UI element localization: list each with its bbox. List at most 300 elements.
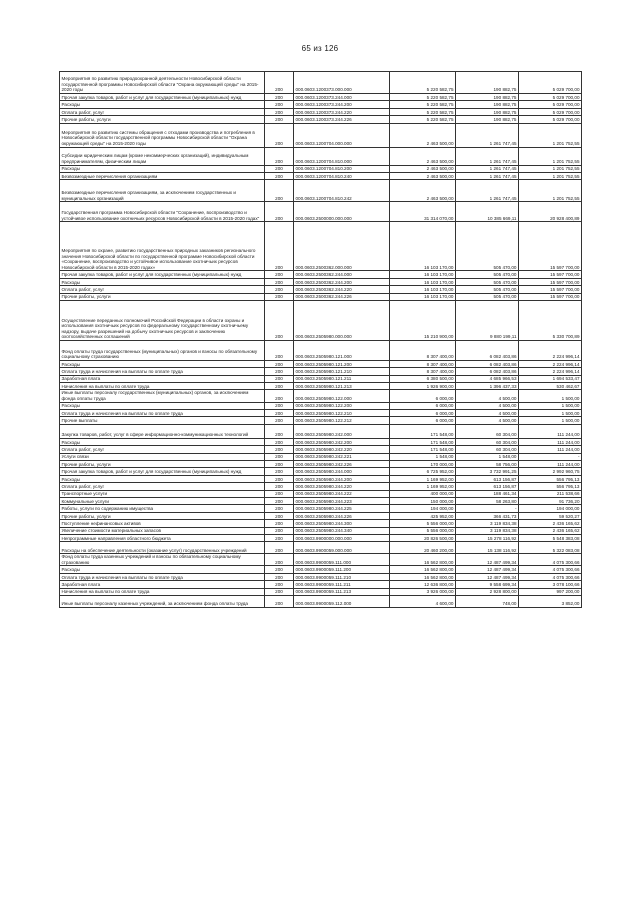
row-classification-code: 000.0603.2505980.242.200 xyxy=(294,438,390,445)
table-row xyxy=(60,596,582,608)
row-code-a: 200 xyxy=(265,278,294,285)
row-code-a: 200 xyxy=(265,383,294,390)
row-code-a: 200 xyxy=(265,483,294,490)
row-code-a: 200 xyxy=(265,417,294,424)
row-name: Прочие работы, услуги xyxy=(60,461,265,468)
row-executed-amount: 60 304,00 xyxy=(456,424,519,438)
table-row xyxy=(60,360,582,367)
row-code-a: 200 xyxy=(265,410,294,417)
row-classification-code: 000.0603.1200373.244.200 xyxy=(294,101,390,108)
row-name: Субсидии юридическим лицам (кроме некоммерческих организаций), индивидуальным предпринимателям, физическим лицам xyxy=(60,147,265,165)
row-plan-amount: 16 103 170,00 xyxy=(390,286,456,293)
row-executed-amount: 748,00 xyxy=(456,596,519,608)
row-plan-amount: 20 826 500,00 xyxy=(390,534,456,541)
row-plan-amount: 171 548,00 xyxy=(390,424,456,438)
table-row xyxy=(60,490,582,497)
row-plan-amount: 12 636 800,00 xyxy=(390,581,456,588)
row-plan-amount: 5 220 582,75 xyxy=(390,94,456,101)
table-row xyxy=(60,475,582,482)
row-code-a: 200 xyxy=(265,165,294,172)
table-row xyxy=(60,147,582,165)
row-name: Мероприятия по развитию природоохранной деятельности Новосибирской области государственной программы Новосибирской области "Охрана окружающей среды" на 2015-2020 годы xyxy=(60,72,265,94)
row-remaining-amount: 5 029 700,00 xyxy=(519,94,582,101)
row-classification-code: 000.0603.9900059.112.000 xyxy=(294,596,390,608)
row-remaining-amount: 111 244,00 xyxy=(519,438,582,445)
row-plan-amount: 2 463 500,00 xyxy=(390,165,456,172)
row-remaining-amount: 5 330 700,89 xyxy=(519,300,582,340)
table-row xyxy=(60,520,582,527)
table-row xyxy=(60,293,582,300)
row-executed-amount: 2 928 800,00 xyxy=(456,588,519,595)
table-row xyxy=(60,340,582,360)
row-classification-code: 000.0603.1200704.810.242 xyxy=(294,180,390,202)
row-name: Оплата труда и начисления на выплаты по оплате труда xyxy=(60,368,265,375)
row-classification-code: 000.0603.9900059.000.000 xyxy=(294,542,390,554)
row-classification-code: 000.0603.2505980.000.000 xyxy=(294,300,390,340)
row-code-a: 200 xyxy=(265,534,294,541)
row-classification-code: 000.0603.1200373.244.220 xyxy=(294,108,390,115)
row-classification-code: 000.0603.2505980.244.225 xyxy=(294,505,390,512)
table-row xyxy=(60,271,582,278)
row-plan-amount: 16 562 800,00 xyxy=(390,554,456,566)
row-classification-code: 000.0603.2505980.244.222 xyxy=(294,490,390,497)
row-code-a: 200 xyxy=(265,72,294,94)
row-code-a: 200 xyxy=(265,390,294,402)
row-executed-amount: 190 882,75 xyxy=(456,101,519,108)
row-code-a: 200 xyxy=(265,446,294,453)
row-classification-code: 000.0603.2505980.121.200 xyxy=(294,360,390,367)
table-row xyxy=(60,542,582,554)
row-plan-amount: 400 000,00 xyxy=(390,490,456,497)
row-classification-code: 000.0603.2500362.244.200 xyxy=(294,278,390,285)
row-classification-code: 000.0603.2505980.244.300 xyxy=(294,520,390,527)
row-executed-amount: 1 261 747,45 xyxy=(456,123,519,147)
row-remaining-amount: 5 029 700,00 xyxy=(519,108,582,115)
row-remaining-amount: 59 520,27 xyxy=(519,512,582,519)
row-code-a: 200 xyxy=(265,94,294,101)
row-plan-amount: 5 220 582,75 xyxy=(390,101,456,108)
row-classification-code: 000.0603.2505980.244.340 xyxy=(294,527,390,534)
row-classification-code: 000.0603.2505980.242.220 xyxy=(294,446,390,453)
table-row xyxy=(60,202,582,222)
row-classification-code: 000.0603.1200373.244.226 xyxy=(294,116,390,123)
row-code-a: 200 xyxy=(265,368,294,375)
row-classification-code: 000.0603.2505980.122.000 xyxy=(294,390,390,402)
row-classification-code: 000.0603.1200704.810.000 xyxy=(294,147,390,165)
row-executed-amount: 1 548,00 xyxy=(456,453,519,460)
row-remaining-amount: 1 500,00 xyxy=(519,390,582,402)
row-classification-code: 000.0603.2505980.242.221 xyxy=(294,453,390,460)
table-row xyxy=(60,573,582,580)
table-row xyxy=(60,286,582,293)
table-row xyxy=(60,402,582,409)
table-row xyxy=(60,116,582,123)
row-classification-code: 000.0603.1200704.810.200 xyxy=(294,165,390,172)
row-executed-amount: 6 082 403,86 xyxy=(456,340,519,360)
budget-table xyxy=(59,71,582,608)
row-name: Оплата работ, услуг xyxy=(60,108,265,115)
row-name: Прочая закупка товаров, работ и услуг для государственных (муниципальных) нужд xyxy=(60,271,265,278)
row-classification-code: 000.0603.1200373.000.000 xyxy=(294,72,390,94)
row-executed-amount: 58 756,00 xyxy=(456,461,519,468)
row-executed-amount: 60 304,00 xyxy=(456,446,519,453)
row-classification-code: 000.0603.9900059.111.000 xyxy=(294,554,390,566)
table-row xyxy=(60,278,582,285)
row-code-a: 200 xyxy=(265,293,294,300)
row-name: Заработная плата xyxy=(60,375,265,382)
row-classification-code: 000.0603.1200704.810.240 xyxy=(294,172,390,179)
row-name: Оплата труда и начисления на выплаты по оплате труда xyxy=(60,573,265,580)
row-remaining-amount: 556 795,13 xyxy=(519,483,582,490)
row-executed-amount: 505 470,00 xyxy=(456,222,519,271)
row-code-a: 200 xyxy=(265,340,294,360)
table-row xyxy=(60,123,582,147)
row-plan-amount: 425 952,00 xyxy=(390,512,456,519)
row-plan-amount: 6 725 952,00 xyxy=(390,468,456,475)
row-name: Коммунальные услуги xyxy=(60,497,265,504)
row-classification-code: 000.0603.9900000.000.000 xyxy=(294,534,390,541)
row-name: Оплата работ, услуг xyxy=(60,286,265,293)
row-remaining-amount: 194 000,00 xyxy=(519,505,582,512)
row-classification-code: 000.0603.2505980.122.200 xyxy=(294,402,390,409)
table-row xyxy=(60,94,582,101)
row-classification-code: 000.0603.9900059.111.211 xyxy=(294,581,390,588)
row-remaining-amount: 5 029 700,00 xyxy=(519,72,582,94)
table-row xyxy=(60,468,582,475)
row-plan-amount: 5 220 582,75 xyxy=(390,108,456,115)
row-plan-amount: 6 000,00 xyxy=(390,390,456,402)
row-code-a: 200 xyxy=(265,360,294,367)
row-remaining-amount: 111 244,00 xyxy=(519,461,582,468)
row-executed-amount: 505 470,00 xyxy=(456,278,519,285)
row-remaining-amount: 1 201 752,55 xyxy=(519,172,582,179)
row-executed-amount: 3 732 991,25 xyxy=(456,468,519,475)
row-executed-amount: 4 500,00 xyxy=(456,417,519,424)
row-classification-code: 000.0603.2505980.122.212 xyxy=(294,417,390,424)
row-code-a: 200 xyxy=(265,520,294,527)
row-name: Непрограммные направления областного бюджета xyxy=(60,534,265,541)
row-executed-amount: 58 263,80 xyxy=(456,497,519,504)
row-name: Начисления на выплаты по оплате труда xyxy=(60,588,265,595)
row-classification-code: 000.0603.2505980.242.226 xyxy=(294,461,390,468)
table-row xyxy=(60,101,582,108)
row-classification-code: 000.0603.2505980.244.226 xyxy=(294,512,390,519)
row-remaining-amount: 1 500,00 xyxy=(519,410,582,417)
row-classification-code: 000.0603.2500362.244.226 xyxy=(294,293,390,300)
row-plan-amount: 16 103 170,00 xyxy=(390,222,456,271)
row-executed-amount: 15 278 116,92 xyxy=(456,534,519,541)
row-classification-code: 000.0603.2505980.121.210 xyxy=(294,368,390,375)
row-classification-code: 000.0603.2505980.244.000 xyxy=(294,468,390,475)
row-code-a: 200 xyxy=(265,505,294,512)
row-plan-amount: 171 548,00 xyxy=(390,446,456,453)
row-remaining-amount: 4 075 300,66 xyxy=(519,566,582,573)
row-executed-amount: 505 470,00 xyxy=(456,286,519,293)
row-plan-amount: 6 000,00 xyxy=(390,410,456,417)
table-row xyxy=(60,581,582,588)
row-remaining-amount: 2 224 996,14 xyxy=(519,368,582,375)
row-remaining-amount: 5 029 700,00 xyxy=(519,101,582,108)
row-name: Расходы на обеспечение деятельности (оказание услуг) государственных учреждений xyxy=(60,542,265,554)
row-name: Увеличение стоимости материальных запасов xyxy=(60,527,265,534)
row-remaining-amount: 2 992 960,75 xyxy=(519,468,582,475)
row-name: Безвозмездные перечисления организациям xyxy=(60,172,265,179)
row-remaining-amount: 4 075 300,66 xyxy=(519,554,582,566)
row-remaining-amount: 111 244,00 xyxy=(519,424,582,438)
row-executed-amount: 505 470,00 xyxy=(456,271,519,278)
row-code-a: 200 xyxy=(265,490,294,497)
row-remaining-amount: 3 078 100,66 xyxy=(519,581,582,588)
row-classification-code: 000.0603.2505980.121.000 xyxy=(294,340,390,360)
table-row xyxy=(60,534,582,541)
row-name: Прочая закупка товаров, работ и услуг для государственных (муниципальных) нужд xyxy=(60,94,265,101)
row-name: Закупка товаров, работ, услуг в сфере информационно-коммуникационных технологий xyxy=(60,424,265,438)
table-row xyxy=(60,424,582,438)
row-name: Фонд оплаты труда казенных учреждений и взносы по обязательному социальному страхованию xyxy=(60,554,265,566)
row-remaining-amount: 5 548 383,08 xyxy=(519,534,582,541)
row-executed-amount: 9 558 699,34 xyxy=(456,581,519,588)
row-name: Поступление нефинансовых активов xyxy=(60,520,265,527)
row-plan-amount: 20 460 200,00 xyxy=(390,542,456,554)
row-code-a: 200 xyxy=(265,123,294,147)
row-name: Услуги связи xyxy=(60,453,265,460)
row-executed-amount: 12 487 499,34 xyxy=(456,554,519,566)
row-name: Прочие работы, услуги xyxy=(60,512,265,519)
row-code-a: 200 xyxy=(265,527,294,534)
table-row xyxy=(60,483,582,490)
row-plan-amount: 2 463 500,00 xyxy=(390,147,456,165)
page-number: 65 из 126 xyxy=(301,44,339,53)
row-executed-amount: 613 156,87 xyxy=(456,475,519,482)
row-plan-amount: 170 000,00 xyxy=(390,461,456,468)
row-code-a: 200 xyxy=(265,101,294,108)
table-row xyxy=(60,554,582,566)
row-remaining-amount: 4 075 300,66 xyxy=(519,573,582,580)
row-code-a: 200 xyxy=(265,375,294,382)
table-row xyxy=(60,417,582,424)
row-plan-amount: 6 000,00 xyxy=(390,417,456,424)
row-code-a: 200 xyxy=(265,554,294,566)
row-name: Оплата работ, услуг xyxy=(60,446,265,453)
table-row xyxy=(60,368,582,375)
row-code-a: 200 xyxy=(265,581,294,588)
row-name: Расходы xyxy=(60,566,265,573)
row-name: Расходы xyxy=(60,360,265,367)
row-remaining-amount: 5 322 083,08 xyxy=(519,542,582,554)
row-name: Прочие выплаты xyxy=(60,417,265,424)
row-classification-code: 000.0603.2505980.242.000 xyxy=(294,424,390,438)
row-code-a: 200 xyxy=(265,588,294,595)
row-plan-amount: 5 556 000,00 xyxy=(390,527,456,534)
row-executed-amount: 4 500,00 xyxy=(456,402,519,409)
row-plan-amount: 31 314 070,00 xyxy=(390,202,456,222)
row-remaining-amount: 556 795,13 xyxy=(519,475,582,482)
row-plan-amount: 5 220 582,75 xyxy=(390,116,456,123)
row-code-a: 200 xyxy=(265,116,294,123)
row-plan-amount: 16 103 170,00 xyxy=(390,278,456,285)
row-remaining-amount: 1 201 752,55 xyxy=(519,180,582,202)
table-row xyxy=(60,527,582,534)
row-plan-amount: 1 548,00 xyxy=(390,453,456,460)
row-plan-amount: 1 926 900,00 xyxy=(390,383,456,390)
table-row xyxy=(60,566,582,573)
row-code-a: 200 xyxy=(265,453,294,460)
row-executed-amount: 6 082 403,86 xyxy=(456,368,519,375)
row-executed-amount: 613 156,87 xyxy=(456,483,519,490)
row-name: Фонд оплаты труда государственных (муниципальных) органов и взносы по обязательному социальному страхованию xyxy=(60,340,265,360)
row-plan-amount: 16 103 170,00 xyxy=(390,271,456,278)
row-executed-amount: 188 461,34 xyxy=(456,490,519,497)
row-executed-amount: 190 882,75 xyxy=(456,72,519,94)
row-remaining-amount: 3 852,00 xyxy=(519,596,582,608)
row-code-a: 200 xyxy=(265,402,294,409)
row-code-a: 200 xyxy=(265,566,294,573)
table-row xyxy=(60,300,582,340)
row-remaining-amount: 1 201 752,55 xyxy=(519,123,582,147)
row-remaining-amount: 211 538,66 xyxy=(519,490,582,497)
row-remaining-amount: 15 597 700,00 xyxy=(519,271,582,278)
row-code-a: 200 xyxy=(265,180,294,202)
row-classification-code: 000.0603.2505980.121.213 xyxy=(294,383,390,390)
row-code-a: 200 xyxy=(265,222,294,271)
row-remaining-amount: 2 224 996,14 xyxy=(519,340,582,360)
row-name: Расходы xyxy=(60,438,265,445)
row-name: Работы, услуги по содержанию имущества xyxy=(60,505,265,512)
row-name: Прочие работы, услуги xyxy=(60,116,265,123)
row-classification-code: 000.0603.2500000.000.000 xyxy=(294,202,390,222)
table-row xyxy=(60,512,582,519)
row-plan-amount: 4 600,00 xyxy=(390,596,456,608)
row-executed-amount: 1 396 437,33 xyxy=(456,383,519,390)
row-remaining-amount: 1 500,00 xyxy=(519,402,582,409)
row-code-a: 200 xyxy=(265,461,294,468)
row-executed-amount: 12 487 499,34 xyxy=(456,573,519,580)
row-plan-amount: 6 380 500,00 xyxy=(390,375,456,382)
row-classification-code: 000.0603.1200373.244.000 xyxy=(294,94,390,101)
row-remaining-amount: 15 597 700,00 xyxy=(519,293,582,300)
row-classification-code: 000.0603.2505980.244.220 xyxy=(294,483,390,490)
table-row xyxy=(60,375,582,382)
row-name: Мероприятия по охране, развитию государственных природных заказников регионального значения Новосибирской области по государственной программе Новосибирской области «Сохранение, воспроизводство и устойчивое использование охотничьих ресурсов Новосибирской области в 2015-2020 годах» xyxy=(60,222,265,271)
row-executed-amount: 1 261 747,45 xyxy=(456,180,519,202)
row-remaining-amount: 91 736,20 xyxy=(519,497,582,504)
row-executed-amount: 10 385 669,11 xyxy=(456,202,519,222)
row-name: Прочие работы, услуги xyxy=(60,293,265,300)
row-classification-code: 000.0603.2500362.244.000 xyxy=(294,271,390,278)
row-remaining-amount: 5 029 700,00 xyxy=(519,116,582,123)
row-remaining-amount: 20 928 400,89 xyxy=(519,202,582,222)
row-code-a: 200 xyxy=(265,512,294,519)
row-classification-code: 000.0603.2505980.122.210 xyxy=(294,410,390,417)
row-code-a: 200 xyxy=(265,438,294,445)
row-plan-amount: 171 548,00 xyxy=(390,438,456,445)
row-classification-code: 000.0603.9900059.111.213 xyxy=(294,588,390,595)
row-executed-amount: 4 500,00 xyxy=(456,410,519,417)
row-code-a: 200 xyxy=(265,497,294,504)
row-name: Мероприятия по развитию системы обращения с отходами производства и потребления в Новосибирской области государственной программы Новосибирской области "Охрана окружающей среды" на 2015-2020 годы xyxy=(60,123,265,147)
row-executed-amount: - xyxy=(456,505,519,512)
row-name: Безвозмездные перечисления организациям, за исключением государственных и муниципальных организаций xyxy=(60,180,265,202)
row-plan-amount: 6 000,00 xyxy=(390,402,456,409)
row-code-a: 200 xyxy=(265,147,294,165)
row-remaining-amount: 1 500,00 xyxy=(519,417,582,424)
row-classification-code: 000.0603.2505980.121.211 xyxy=(294,375,390,382)
row-remaining-amount: 15 597 700,00 xyxy=(519,286,582,293)
row-plan-amount: 8 307 400,00 xyxy=(390,360,456,367)
row-plan-amount: 8 307 400,00 xyxy=(390,340,456,360)
row-name: Транспортные услуги xyxy=(60,490,265,497)
row-name: Расходы xyxy=(60,402,265,409)
row-classification-code: 000.0603.2500362.000.000 xyxy=(294,222,390,271)
row-plan-amount: 2 463 500,00 xyxy=(390,172,456,179)
row-executed-amount: 1 261 747,45 xyxy=(456,165,519,172)
row-remaining-amount: 530 462,67 xyxy=(519,383,582,390)
row-plan-amount: 15 210 900,00 xyxy=(390,300,456,340)
table-row xyxy=(60,165,582,172)
row-classification-code: 000.0603.2505980.244.200 xyxy=(294,475,390,482)
table-row xyxy=(60,497,582,504)
table-row xyxy=(60,172,582,179)
row-classification-code: 000.0603.9900059.111.210 xyxy=(294,573,390,580)
row-executed-amount: 60 304,00 xyxy=(456,438,519,445)
row-plan-amount: 3 926 000,00 xyxy=(390,588,456,595)
row-plan-amount: 150 000,00 xyxy=(390,497,456,504)
budget-table-body xyxy=(60,72,582,608)
table-row xyxy=(60,222,582,271)
row-plan-amount: 8 307 400,00 xyxy=(390,368,456,375)
row-remaining-amount: 1 694 533,47 xyxy=(519,375,582,382)
row-name: Иные выплаты персоналу казенных учреждений, за исключением фонда оплаты труда xyxy=(60,596,265,608)
row-plan-amount: 16 562 800,00 xyxy=(390,573,456,580)
row-name: Иные выплаты персоналу государственных (муниципальных) органов, за исключением фонда оплаты труда xyxy=(60,390,265,402)
table-row xyxy=(60,383,582,390)
row-remaining-amount: 2 436 165,62 xyxy=(519,527,582,534)
row-executed-amount: 190 882,75 xyxy=(456,94,519,101)
row-remaining-amount: 111 244,00 xyxy=(519,446,582,453)
row-classification-code: 000.0603.2505980.244.223 xyxy=(294,497,390,504)
row-plan-amount: 194 000,00 xyxy=(390,505,456,512)
row-classification-code: 000.0603.1200704.000.000 xyxy=(294,123,390,147)
row-executed-amount: 9 880 199,11 xyxy=(456,300,519,340)
row-code-a: 200 xyxy=(265,475,294,482)
row-code-a: 200 xyxy=(265,573,294,580)
table-row xyxy=(60,180,582,202)
row-code-a: 200 xyxy=(265,172,294,179)
row-plan-amount: 1 169 952,00 xyxy=(390,483,456,490)
row-plan-amount: 1 169 952,00 xyxy=(390,475,456,482)
row-code-a: 200 xyxy=(265,271,294,278)
row-name: Заработная плата xyxy=(60,581,265,588)
row-plan-amount: 5 556 000,00 xyxy=(390,520,456,527)
row-executed-amount: 190 882,75 xyxy=(456,116,519,123)
table-row xyxy=(60,410,582,417)
row-executed-amount: 366 431,73 xyxy=(456,512,519,519)
row-plan-amount: 2 463 500,00 xyxy=(390,180,456,202)
row-executed-amount: 1 261 747,45 xyxy=(456,147,519,165)
row-name: Начисления на выплаты по оплате труда xyxy=(60,383,265,390)
row-name: Осуществление переданных полномочий Российской Федерации в области охраны и использования охотничьих ресурсов по федеральному государственному охотничьему надзору, выдаче разрешений на добычу охотничьих ресурсов и заключению охотхозяйственных соглашений xyxy=(60,300,265,340)
row-executed-amount: 6 082 403,86 xyxy=(456,360,519,367)
row-name: Оплата труда и начисления на выплаты по оплате труда xyxy=(60,410,265,417)
row-name: Расходы xyxy=(60,475,265,482)
row-code-a: 200 xyxy=(265,424,294,438)
row-executed-amount: 4 685 966,53 xyxy=(456,375,519,382)
row-remaining-amount: 997 200,00 xyxy=(519,588,582,595)
row-remaining-amount: 1 201 752,55 xyxy=(519,165,582,172)
row-name: Расходы xyxy=(60,165,265,172)
row-code-a: 200 xyxy=(265,300,294,340)
row-classification-code: 000.0603.2500362.244.220 xyxy=(294,286,390,293)
